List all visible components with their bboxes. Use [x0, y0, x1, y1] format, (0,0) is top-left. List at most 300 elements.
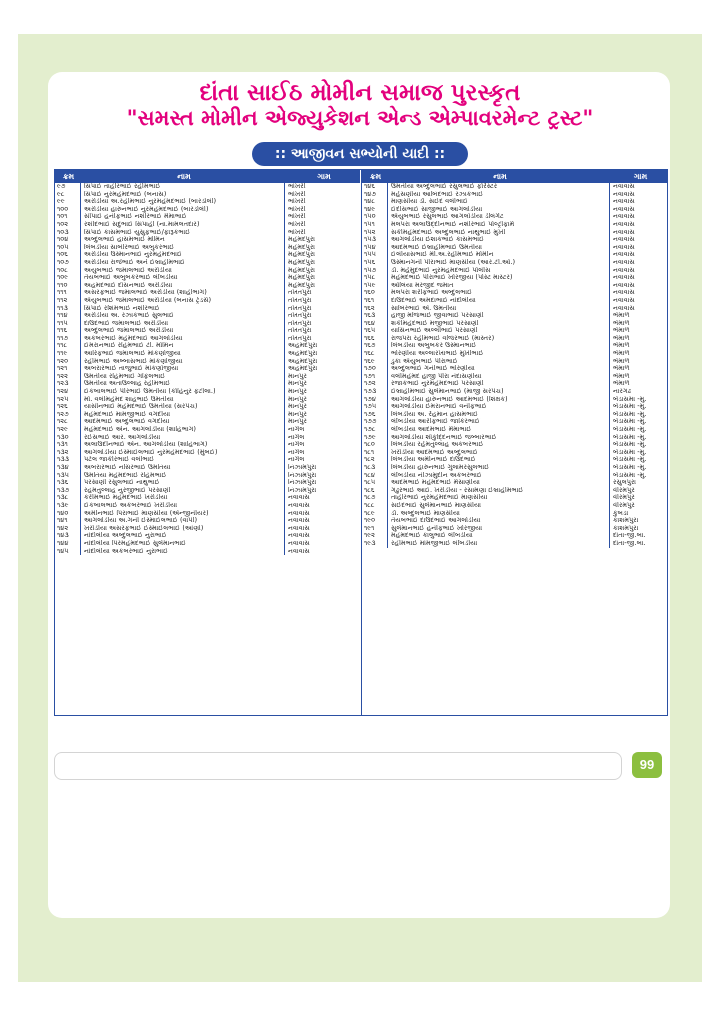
- row-number: ૧૬૭: [362, 342, 388, 350]
- row-number: ૧૫૧: [362, 221, 388, 229]
- member-name: ડૉ. અબ્દુલભાઈ માણસીયા: [388, 510, 610, 518]
- member-village: બેડાસમા -મુ.: [613, 410, 647, 418]
- member-name: રઈસભાઈ આર. આગલોડીયા: [81, 434, 285, 442]
- table-row: [362, 251, 668, 259]
- member-name: ઈદીસભાઈ સાજીભાઈ આગલોડીયા: [388, 206, 610, 214]
- table-row: [55, 540, 360, 548]
- member-village: મહંમદપુરા: [288, 281, 315, 289]
- table-row: [55, 373, 360, 381]
- row-number: ૧૦૨: [55, 221, 81, 229]
- member-village: બેડાસમા -મુ.: [613, 426, 647, 433]
- row-number: ૧૧૭: [55, 335, 81, 343]
- member-name: લિંબડીયા અમીનભાઈ દાઉદભાઈ: [388, 456, 610, 464]
- member-village: નાગેલ: [288, 456, 305, 464]
- table-row: [362, 221, 668, 229]
- member-village: તખતપુરા: [288, 304, 312, 312]
- member-village: બેડાસમા -મુ.: [613, 395, 647, 403]
- member-village: નવાવાસ: [613, 296, 635, 304]
- member-village: નવાવાસ: [288, 524, 310, 532]
- row-number: ૧૯૩: [362, 540, 388, 548]
- member-village: તખતપુરા: [288, 289, 312, 297]
- member-name: ઈબ્રાહીમભાઈ સુલેમાનભાઈ (માજી સરપંચ): [388, 388, 610, 396]
- table-row: [55, 479, 360, 487]
- header-village: ગામ: [633, 172, 648, 181]
- member-village: અહમદપુરા: [288, 350, 318, 358]
- member-name: રજાકભાઈ નુરમહંમદભાઈ પરસાણી: [388, 380, 610, 388]
- member-village: ભાંખરી: [288, 220, 306, 228]
- member-village: નવાવાસ: [288, 501, 310, 509]
- footer-box: [54, 752, 622, 780]
- member-village: તખતપુરા: [288, 327, 312, 335]
- row-number: ૧૦૮: [55, 267, 81, 275]
- member-name: અરોડીયા રાજેભાઈ અને ઈબ્રાહીમભાઈ: [81, 259, 285, 267]
- member-village: ભાંખરી: [288, 228, 306, 236]
- member-name: લિંબડીયા અ. રેહમાન હાસમભાઈ: [388, 411, 610, 419]
- member-village: ભાંખરી: [288, 183, 306, 190]
- row-number: ૧૭૫: [362, 403, 388, 411]
- table-row: [55, 320, 360, 328]
- table-row: [55, 548, 360, 556]
- member-name: ઓલિયા મરજીદ જમાત: [388, 282, 610, 290]
- member-village: નવાવાસ: [613, 190, 635, 198]
- member-name: પરસાણી રસુલભાઈ નાથુભાઈ: [81, 479, 285, 487]
- member-village: માનપુર: [288, 380, 307, 388]
- member-name: ખરોડીયા અસરફભાઈ ઈસ્માઈલભાઈ (આંણો): [81, 525, 285, 533]
- member-village: માનપુર: [288, 372, 307, 380]
- table-row: [55, 510, 360, 518]
- member-village: દાંતા-જી.બા.: [613, 532, 646, 540]
- list-banner: :: આજીવન સભ્યોની યાદી ::: [252, 142, 468, 166]
- member-village: માનપુર: [288, 418, 307, 426]
- row-number: ૯૯: [55, 198, 81, 206]
- table-row: [362, 517, 668, 525]
- table-header-right: [362, 170, 668, 183]
- member-village: નવાવાસ: [613, 236, 635, 244]
- member-village: અહમદપુરા: [288, 365, 318, 373]
- table-row: [362, 259, 668, 267]
- members-column-right: [361, 170, 668, 715]
- member-name: મહંમદભાઈ મામજીભાઈ વગદીયા: [81, 411, 285, 419]
- table-row: [55, 221, 360, 229]
- table-row: [362, 464, 668, 472]
- row-number: ૧૧૪: [55, 312, 81, 320]
- rows-left: [55, 183, 360, 555]
- row-number: ૧૭૦: [362, 365, 388, 373]
- row-number: ૧૮૮: [362, 502, 388, 510]
- table-row: [55, 403, 360, 411]
- row-number: ૧૧૩: [55, 305, 81, 313]
- row-number: ૧૮૯: [362, 510, 388, 518]
- member-village: ભેમાળ: [613, 372, 630, 380]
- table-row: [55, 517, 360, 525]
- member-village: ભેમાળ: [613, 312, 630, 320]
- row-number: ૧૪૧: [55, 517, 81, 525]
- member-name: ઈલીયાસભાઈ મી.અ.રહીમભાઈ મોમીન: [388, 251, 610, 259]
- member-name: યાસીનભાઈ મહંમદભાઈ ઉમતીયા (સરપંચ): [81, 403, 285, 411]
- member-name: આગલોડીયા ઈમરાનભાઈ વનીફભાઈ: [388, 403, 610, 411]
- member-name: શકીમહંદભાઈ મજીભાઈ પરસાણી: [388, 320, 610, 328]
- member-name: આદમભાઈ મહંમદભાઈ મેસાણીયા: [388, 479, 610, 487]
- member-name: મહંમદભાઈ એન. આગલોડીયા (શાહિભાગ): [81, 426, 285, 434]
- member-name: અયુબભાઈ જમાલભાઈ અરોડીયા: [81, 267, 285, 275]
- row-number: ૧૭૪: [362, 396, 388, 404]
- table-row: [362, 502, 668, 510]
- member-name: અરોડીયા હારુનભાઈ નુરમહંમદભાઈ (બારડોલી): [81, 206, 285, 214]
- row-number: ૧૫૨: [362, 229, 388, 237]
- member-village: નવાવાસ: [613, 304, 635, 312]
- row-number: ૧૫૮: [362, 274, 388, 282]
- table-row: [362, 373, 668, 381]
- member-name: લિંબડીયા હારુનભાઈ ગુલામરસુલભાઈ: [388, 464, 610, 472]
- table-row: [362, 229, 668, 237]
- row-number: ૧૦૧: [55, 213, 81, 221]
- table-row: [55, 312, 360, 320]
- header-name: નામ: [388, 170, 610, 183]
- table-row: [362, 289, 668, 297]
- member-name: મહેસણીયા આબિદભાઈ રઝાકભાઈ: [388, 191, 610, 199]
- member-name: લીંબડીયા આરીફભાઈ જાકિરભાઈ: [388, 418, 610, 426]
- member-village: નવાવાસ: [613, 243, 635, 251]
- table-row: [362, 282, 668, 290]
- row-number: ૧૭૩: [362, 388, 388, 396]
- member-village: મહંમદપુરા: [288, 236, 315, 244]
- member-village: નાગેલ: [288, 426, 305, 433]
- member-village: બેડાસમા -મુ.: [613, 456, 647, 464]
- row-number: ૧૫૯: [362, 282, 388, 290]
- member-name: સિપાઈ નુરમહંમદભાઈ (બનાસ): [81, 191, 285, 199]
- row-number: ૧૬૬: [362, 335, 388, 343]
- member-name: આગલોડીયા અ.ગની ઈસ્માઈલભાઈ (વાપી): [81, 517, 285, 525]
- table-row: [55, 525, 360, 533]
- table-row: [55, 449, 360, 457]
- member-name: રશીદભાઈ સદુભાઈ સિપાહી (ના.મામલતદાર): [81, 221, 285, 229]
- row-number: ૧૦૬: [55, 251, 81, 259]
- table-row: [55, 502, 360, 510]
- member-village: મહંમદપુરા: [288, 266, 315, 274]
- member-village: નવાવાસ: [613, 289, 635, 297]
- table-row: [55, 464, 360, 472]
- table-row: [55, 396, 360, 404]
- row-number: ૧૮૨: [362, 456, 388, 464]
- row-number: ૧૪૦: [55, 510, 81, 518]
- row-number: ૧૧૮: [55, 342, 81, 350]
- member-village: બેડાસમા -મુ.: [613, 403, 647, 411]
- table-row: [362, 327, 668, 335]
- member-name: અકબરભાઈ મહંમદભાઈ આગલોડીયા: [81, 335, 285, 343]
- member-village: નવાવાસ: [613, 251, 635, 259]
- member-name: રાજપરા રહીમભાઈ વજિરભાઈ (માસ્તર): [388, 335, 610, 343]
- member-name: નાંદોલીયા અકબરભાઈ નુરાભાઈ: [81, 548, 285, 556]
- member-name: અસરફભાઈ જમાલભાઈ અરોડીયા (શાહીભાગ): [81, 289, 285, 297]
- table-row: [362, 494, 668, 502]
- row-number: ૧૭૭: [362, 418, 388, 426]
- row-number: ૧૬૮: [362, 350, 388, 358]
- table-row: [55, 244, 360, 252]
- table-row: [362, 198, 668, 206]
- table-row: [362, 479, 668, 487]
- member-name: અબ્દુલભાઈ ગનીભાઈ ભોરણીયા: [388, 365, 610, 373]
- member-name: તૈયબભાઈ દાઉદભાઈ આગલોડીયા: [388, 517, 610, 525]
- row-number: ૧૨૨: [55, 373, 81, 381]
- table-row: [55, 206, 360, 214]
- row-number: ૯૭: [55, 183, 81, 191]
- header-name: નામ: [81, 170, 285, 183]
- member-name: કરીમભાઈ મહંમદભાઈ ખરોડીયા: [81, 494, 285, 502]
- row-number: ૧૩૮: [55, 494, 81, 502]
- table-row: [362, 213, 668, 221]
- member-name: મલપરા શરીફભાઈ અબ્દુલભાઈ: [388, 289, 610, 297]
- member-name: દાઉદભાઈ જમાલભાઈ અરોડીયા: [81, 320, 285, 328]
- member-name: મહંમદભાઈ પીરાભાઈ ખોરજીયા (પોસ્ટ માસ્ટર): [388, 274, 610, 282]
- member-name: ઉમતીયા રહિમભાઈ ગફિલભાઈ: [81, 373, 285, 381]
- members-column-left: [55, 170, 360, 715]
- table-row: [55, 335, 360, 343]
- member-name: ખરોડીયા આદમભાઈ અબ્દુલભાઈ: [388, 449, 610, 457]
- member-name: ડૉ. મહેમુદભાઈ નુરમહમદભાઈ પોલીસ: [388, 267, 610, 275]
- table-row: [362, 396, 668, 404]
- row-number: ૧૪૩: [55, 532, 81, 540]
- member-name: તૈયબભાઈ અબુબકરભાઈ લીંબડીયા: [81, 274, 285, 282]
- table-row: [362, 525, 668, 533]
- member-village: નવાવાસ: [613, 258, 635, 266]
- table-row: [362, 456, 668, 464]
- member-village: નવાવાસ: [288, 517, 310, 525]
- table-row: [362, 532, 668, 540]
- member-village: રસુલપુરા: [613, 479, 637, 487]
- rows-right: [362, 183, 668, 548]
- member-village: નવાવાસ: [288, 509, 310, 517]
- member-name: ઉમતિયા મહંમદભાઈ રહિમભાઈ: [81, 472, 285, 480]
- member-name: માણસીયા ડૉ. સઈદ વલીભાઈ: [388, 198, 610, 206]
- document-subtitle: "સમસ્ત મોમીન એજ્યુકેશન એન્ડ એમ્પાવરમેન્ટ ટ્રસ્ટ": [126, 106, 594, 130]
- table-row: [55, 456, 360, 464]
- member-village: માનપુર: [288, 395, 307, 403]
- table-row: [362, 380, 668, 388]
- member-village: અહમદપુરા: [288, 342, 318, 350]
- member-name: ઈમરાનભાઈ રહિમભાઈ ટી. મોમિન: [81, 342, 285, 350]
- member-village: નવાવાસ: [288, 494, 310, 502]
- member-name: અબરારભાઈ નસિરભાઈ ઉમતિયા: [81, 464, 285, 472]
- table-row: [55, 213, 360, 221]
- row-number: ૧૪૬: [362, 183, 388, 191]
- table-row: [55, 532, 360, 540]
- table-row: [362, 365, 668, 373]
- row-number: ૧૨૪: [55, 388, 81, 396]
- member-name: આદમભાઈ ઈબ્રાહીમભાઈ ઉમતીયા: [388, 244, 610, 252]
- row-number: ૧૪૫: [55, 548, 81, 556]
- row-number: ૧૧૧: [55, 289, 81, 297]
- row-number: ૧૭૧: [362, 373, 388, 381]
- row-number: ૧૦૭: [55, 259, 81, 267]
- row-number: ૧૩૭: [55, 487, 81, 495]
- member-name: અબ્દુલભાઈ હાસમભાઈ મોમિન: [81, 236, 285, 244]
- row-number: ૧૬૩: [362, 312, 388, 320]
- table-row: [362, 510, 668, 518]
- member-village: નવાવાસ: [613, 213, 635, 221]
- member-village: કાશમપુરા: [613, 517, 639, 525]
- document-title: દાંતા સાઈઠ મોમીન સમાજ પુરસ્કૃત: [199, 80, 521, 106]
- member-village: નિઝામપુરા: [288, 486, 317, 494]
- table-row: [362, 472, 668, 480]
- member-name: આદમભાઈ અબ્દુલભાઈ વગદીયા: [81, 418, 285, 426]
- member-village: નાગેલ: [288, 441, 305, 449]
- member-name: ભોરણીયા અલ્લારખાભાઈ મુખીભાઈ: [388, 350, 610, 358]
- member-name: સકીમહંમદભાઈ અબ્દુલભાઈ નાથુભાઈ મુખી: [388, 229, 610, 237]
- table-row: [55, 251, 360, 259]
- member-name: અરોડીયા ઉસ્માનભાઈ નુરમહંમદભાઈ: [81, 251, 285, 259]
- row-number: ૧૨૫: [55, 396, 81, 404]
- member-name: લીંબડીયા નીઝામુદીન અકબરભાઈ: [388, 472, 610, 480]
- member-name: ઉમતીયા અબ્દુલભાઈ રસુલભાઈ ફોરેસ્ટર: [388, 183, 610, 191]
- table-row: [55, 305, 360, 313]
- table-row: [55, 274, 360, 282]
- member-village: નવાવાસ: [613, 183, 635, 190]
- table-row: [362, 305, 668, 313]
- member-village: ભેમાળ: [613, 350, 630, 358]
- table-row: [55, 183, 360, 191]
- table-row: [55, 494, 360, 502]
- table-row: [362, 449, 668, 457]
- table-row: [362, 434, 668, 442]
- table-row: [362, 236, 668, 244]
- row-number: ૧૫૬: [362, 259, 388, 267]
- row-number: ૧૪૮: [362, 198, 388, 206]
- member-village: ભેમાળ: [613, 357, 630, 365]
- member-name: લિંબડીયા અબુબકર ઉસ્માનભાઈ: [388, 342, 610, 350]
- row-number: ૧૭૯: [362, 434, 388, 442]
- member-village: મહંમદપુરા: [288, 251, 315, 259]
- table-row: [55, 426, 360, 434]
- table-row: [55, 418, 360, 426]
- member-name: યાસિનભાઈ અલ્લીભાઈ પરસાણી: [388, 327, 610, 335]
- header-village: ગામ: [317, 172, 331, 181]
- member-name: લિંબડીયા રહેમતુલ્લાહ અકબરભાઈ: [388, 441, 610, 449]
- member-name: દાઉદભાઈ અમદાભાઈ નાંદોલીયા: [388, 297, 610, 305]
- table-row: [362, 487, 668, 495]
- member-name: ઐયુબભાઈ રસુલભાઈ આગલોડીયા ડેલિગેટ: [388, 213, 610, 221]
- member-name: મલપરા અલાઉદ્દીનભાઈ નશીરભાઈ પોલ્ટ્રીફાર્મ: [388, 221, 610, 229]
- member-name: અબરારભાઈ તાજુભાઈ માંકણોજીયા: [81, 365, 285, 373]
- row-number: ૧૬૨: [362, 305, 388, 313]
- member-name: લિંબડીયા સાબીરભાઈ અબુકરભાઈ: [81, 244, 285, 252]
- row-number: ૧૯૨: [362, 532, 388, 540]
- member-name: અલાઉદીનભાઈ એન. આગલોડીયા (શાહિભાગ): [81, 441, 285, 449]
- row-number: ૧૨૩: [55, 380, 81, 388]
- table-row: [55, 380, 360, 388]
- member-village: બેડાસમા -મુ.: [613, 418, 647, 426]
- table-row: [55, 350, 360, 358]
- member-village: ભાંખરી: [288, 205, 306, 213]
- row-number: ૧૨૯: [55, 426, 81, 434]
- table-row: [362, 388, 668, 396]
- member-name: હાજી મજિભાઈ જીવાભાઈ પરસાણી: [388, 312, 610, 320]
- member-village: મહંમદપુરા: [288, 274, 315, 282]
- table-row: [362, 411, 668, 419]
- table-row: [55, 297, 360, 305]
- row-number: ૧૨૧: [55, 365, 81, 373]
- table-row: [362, 426, 668, 434]
- member-name: મો. વલીમહંમદ શાહભાઈ ઉમતીયા: [81, 396, 285, 404]
- table-row: [362, 191, 668, 199]
- member-name: ઉમતીયા અતાઉલ્લાહ રહીમભાઈ: [81, 380, 285, 388]
- row-number: ૧૯૧: [362, 525, 388, 533]
- table-row: [362, 183, 668, 191]
- row-number: ૧૮૫: [362, 479, 388, 487]
- row-number: ૧૮૧: [362, 449, 388, 457]
- member-village: માનપુર: [288, 410, 307, 418]
- member-name: આગલોડીયા હારુનભાઈ આદમભાઈ (શિક્ષક): [388, 396, 610, 404]
- member-village: ભાંખરી: [288, 213, 306, 221]
- row-number: ૧૪૨: [55, 525, 81, 533]
- row-number: ૧૮૬: [362, 487, 388, 495]
- row-number: ૧૬૯: [362, 358, 388, 366]
- member-name: તાહીરભાઈ નુરમહંમદભાઈ માણસીયા: [388, 494, 610, 502]
- row-number: ૧૩૧: [55, 441, 81, 449]
- row-number: ૧૦૫: [55, 244, 81, 252]
- row-number: ૧૫૭: [362, 267, 388, 275]
- row-number: ૧૪૪: [55, 540, 81, 548]
- member-name: આગલોડીયા ઈશાકભાઈ કાસમભાઈ: [388, 236, 610, 244]
- table-row: [55, 198, 360, 206]
- member-village: વીરમપુર: [613, 501, 635, 509]
- member-village: માનપુર: [288, 388, 307, 396]
- member-village: ભાંખરી: [288, 190, 306, 198]
- member-village: મહંમદપુરા: [288, 243, 315, 251]
- table-row: [55, 487, 360, 495]
- member-name: ડુકા ઐયુબભાઈ પીરાભાઈ: [388, 358, 610, 366]
- member-name: સાબિરભાઈ એ. ઉમતીયા: [388, 305, 610, 313]
- member-name: રહીમભાઈ અબ્બાસભાઈ માંકણોજીયા: [81, 358, 285, 366]
- table-row: [362, 274, 668, 282]
- member-village: બેડાસમા -મુ.: [613, 463, 647, 471]
- row-number: ૧૮૩: [362, 464, 388, 472]
- member-village: નિઝામપુરા: [288, 471, 317, 479]
- member-name: સઈદભાઈ સુલેમાનભાઈ માણસીયા: [388, 502, 610, 510]
- member-village: નવાવાસ: [613, 220, 635, 228]
- member-village: અહમદપુરા: [288, 357, 318, 365]
- member-name: સિપાઈ તાહીરભાઈ રહીમભાઈ: [81, 183, 285, 191]
- table-row: [362, 358, 668, 366]
- row-number: ૧૧૦: [55, 282, 81, 290]
- member-village: નારગઢ: [613, 388, 632, 396]
- member-village: વીરમપુર: [613, 486, 635, 494]
- table-row: [55, 289, 360, 297]
- member-village: નિઝામપુરા: [288, 463, 317, 471]
- member-name: સીપાઈ હનીફભાઈ નશીરભાઈ મેમાભાઈ: [81, 213, 285, 221]
- row-number: ૧૧૫: [55, 320, 81, 328]
- member-name: આરિફભાઈ જમાલભાઈ માંકણોજીયા: [81, 350, 285, 358]
- row-number: ૧૨૮: [55, 418, 81, 426]
- table-row: [55, 434, 360, 442]
- member-name: સિપાઈ રશિમભાઈ નશીરભાઈ: [81, 305, 285, 313]
- table-row: [362, 297, 668, 305]
- member-name: નાંદોલીયા પિરમહંમદભાઈ સુલેમાનભાઈ: [81, 540, 285, 548]
- member-name: વલીમહંમદ હાજી પીરા નંદાસણીયા: [388, 373, 610, 381]
- member-village: નવાવાસ: [613, 274, 635, 282]
- row-number: ૧૬૫: [362, 327, 388, 335]
- table-row: [362, 342, 668, 350]
- row-number: ૧૩૫: [55, 472, 81, 480]
- row-number: ૧૪૭: [362, 191, 388, 199]
- member-name: મહંમદભાઈ કાલુભાઈ લીંબડીયા: [388, 532, 610, 540]
- member-village: નાગેલ: [288, 433, 305, 441]
- table-row: [55, 358, 360, 366]
- member-village: માનપુર: [288, 403, 307, 411]
- member-village: નવાવાસ: [613, 281, 635, 289]
- table-row: [55, 365, 360, 373]
- row-number: ૧૦૯: [55, 274, 81, 282]
- member-village: બેડાસમા -મુ.: [613, 471, 647, 479]
